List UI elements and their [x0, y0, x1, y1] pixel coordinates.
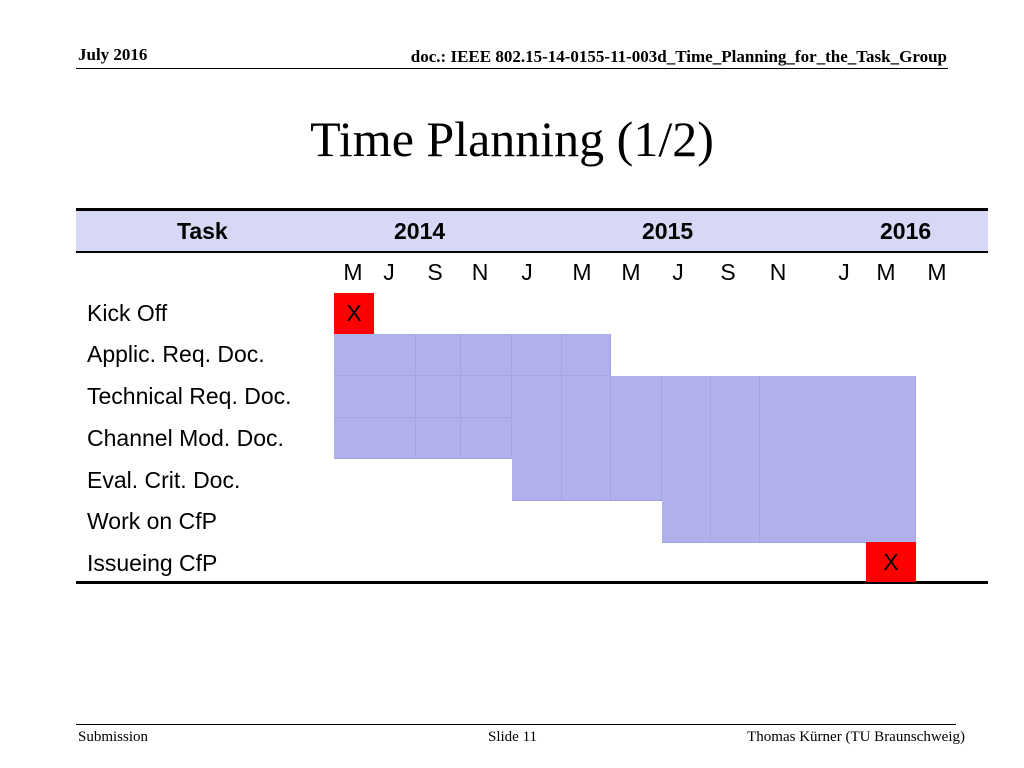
task-label: Eval. Crit. Doc. — [87, 467, 241, 493]
gantt-bar-segment — [562, 376, 611, 501]
month-label: J — [672, 259, 684, 285]
slide-title: Time Planning (1/2) — [310, 111, 714, 167]
footer-submission: Submission — [78, 729, 149, 745]
gantt-table — [76, 208, 988, 584]
gantt-bar-segment — [334, 418, 416, 459]
month-label: M — [876, 259, 896, 285]
footer-author: Thomas Kürner (TU Braunschweig) — [747, 729, 965, 745]
gantt-bar-segment — [461, 334, 512, 376]
month-label: J — [383, 259, 395, 285]
gantt-bar-segment — [711, 376, 760, 543]
footer-slide-number: Slide 11 — [488, 729, 538, 745]
gantt-bar-segment — [334, 334, 416, 376]
milestone-kick-off: X — [334, 293, 374, 334]
month-label: N — [769, 259, 787, 285]
gantt-bar-segment — [512, 334, 562, 376]
month-label: S — [720, 259, 736, 285]
gantt-bar-segment — [512, 376, 562, 501]
gantt-bar-segment — [416, 334, 461, 376]
header-date: July 2016 — [78, 45, 148, 64]
task-label: Channel Mod. Doc. — [87, 425, 284, 451]
gantt-bar-segment — [562, 334, 611, 376]
gantt-bar-segment — [416, 418, 461, 459]
gantt-bar-segment — [416, 376, 461, 418]
milestone-issueing-cfp: X — [866, 542, 916, 582]
month-label: J — [838, 259, 850, 285]
gantt-bar-segment — [611, 376, 662, 501]
gantt-bar-segment — [760, 376, 916, 543]
month-label: J — [521, 259, 533, 285]
month-label: M — [343, 259, 363, 285]
task-label: Applic. Req. Doc. — [87, 341, 265, 367]
gantt-bar-segment — [461, 418, 512, 459]
footer-divider — [76, 724, 956, 725]
year-header-2015: 2015 — [642, 218, 694, 244]
task-label: Work on CfP — [87, 508, 217, 534]
header-divider — [76, 68, 948, 69]
year-header-2016: 2016 — [880, 218, 932, 244]
month-label: S — [427, 259, 443, 285]
task-label: Technical Req. Doc. — [87, 383, 292, 409]
header-doc-id: doc.: IEEE 802.15-14-0155-11-003d_Time_Planning_for_the_Task_Group — [410, 47, 947, 66]
task-column-header: Task — [177, 218, 228, 244]
gantt-bar-segment — [662, 376, 711, 543]
month-label: N — [471, 259, 489, 285]
task-label: Issueing CfP — [87, 550, 218, 576]
month-label: M — [572, 259, 592, 285]
month-label: M — [927, 259, 947, 285]
task-label: Kick Off — [87, 300, 168, 326]
gantt-bar-segment — [461, 376, 512, 418]
month-label: M — [621, 259, 641, 285]
year-header-2014: 2014 — [394, 218, 446, 244]
gantt-bar-segment — [334, 376, 416, 418]
table-header-rule — [76, 251, 988, 253]
